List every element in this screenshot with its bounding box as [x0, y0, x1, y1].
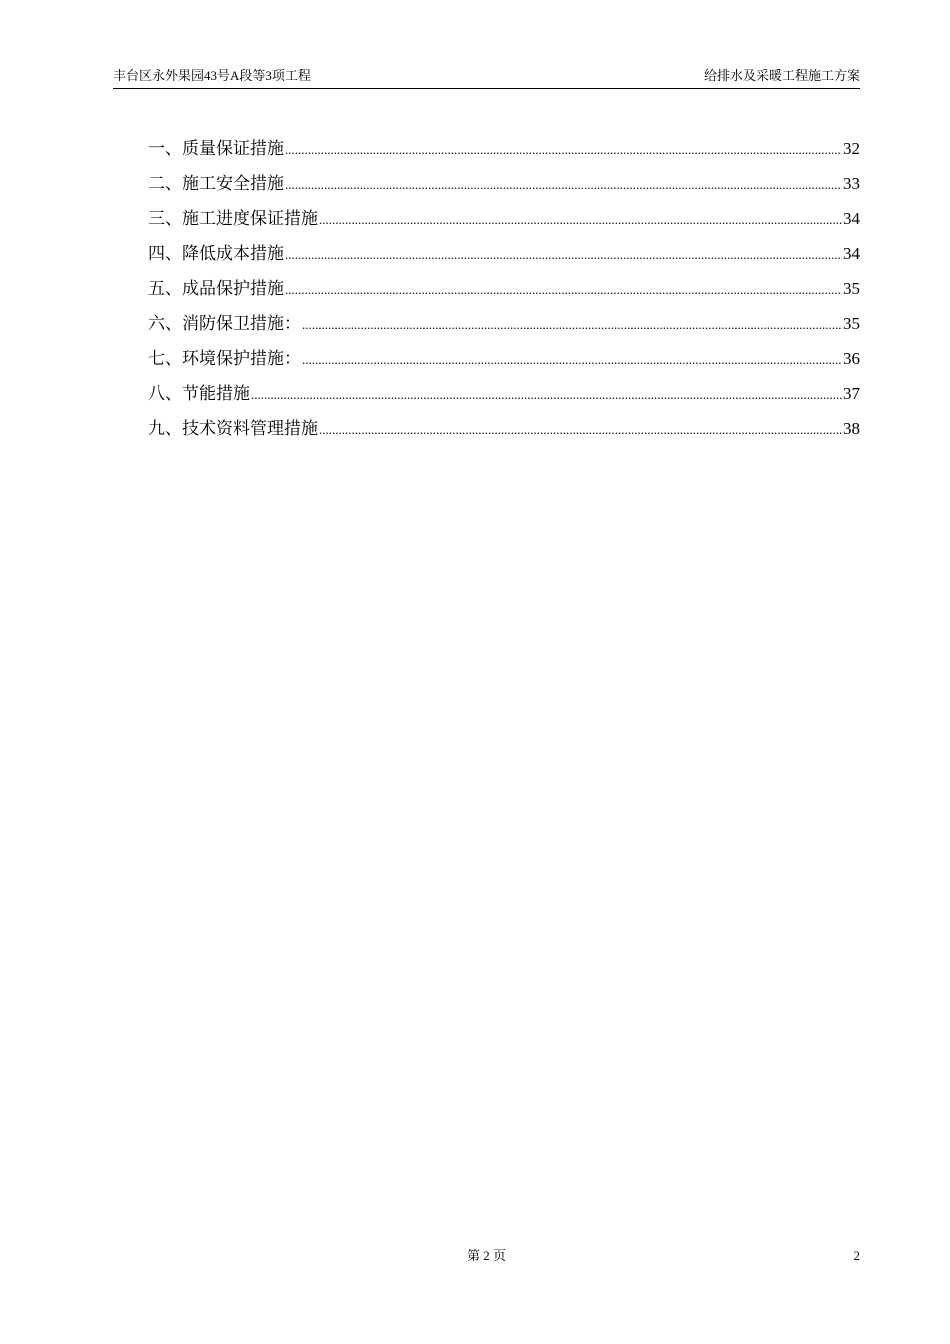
toc-dot-leader [302, 346, 842, 374]
toc-entry[interactable] [148, 310, 860, 345]
toc-entry-title: 四、降低成本措施 [148, 244, 284, 263]
toc-entry-page: 34 [843, 244, 860, 263]
toc-dot-leader [302, 311, 842, 339]
toc-entry[interactable] [148, 135, 860, 170]
toc-entry[interactable] [148, 205, 860, 240]
toc-dot-leader [319, 206, 842, 234]
header-project-title: 丰台区永外果园43号A段等3项工程 [113, 68, 311, 83]
footer-page-number: 2 [853, 1248, 860, 1263]
footer-page-label: 第 2 页 [466, 1248, 506, 1263]
toc-entry-title: 三、施工进度保证措施 [148, 209, 318, 228]
toc-entry-page: 33 [843, 174, 860, 193]
toc-entry-page: 36 [843, 349, 860, 368]
toc-dot-leader [285, 136, 842, 164]
toc-entry-title: 九、技术资料管理措施 [148, 419, 318, 438]
table-of-contents [148, 135, 860, 450]
toc-entry[interactable] [148, 345, 860, 380]
toc-entry-title: 一、质量保证措施 [148, 139, 284, 158]
toc-entry-page: 35 [843, 314, 860, 333]
toc-entry[interactable] [148, 275, 860, 310]
toc-entry[interactable] [148, 380, 860, 415]
toc-entry[interactable] [148, 240, 860, 275]
toc-entry-page: 35 [843, 279, 860, 298]
toc-entry-page: 37 [843, 384, 860, 403]
page-header [113, 66, 860, 89]
toc-entry-page: 32 [843, 139, 860, 158]
toc-entry-title: 二、施工安全措施 [148, 174, 284, 193]
toc-entry-title: 五、成品保护措施 [148, 279, 284, 298]
toc-entry-page: 34 [843, 209, 860, 228]
page-footer [113, 1246, 860, 1268]
toc-dot-leader [285, 241, 842, 269]
toc-entry[interactable] [148, 415, 860, 450]
toc-entry-title: 六、消防保卫措施： [148, 314, 301, 333]
toc-entry-title: 八、节能措施 [148, 384, 250, 403]
toc-entry[interactable] [148, 170, 860, 205]
toc-dot-leader [319, 416, 842, 444]
toc-entry-page: 38 [843, 419, 860, 438]
toc-dot-leader [285, 276, 842, 304]
toc-dot-leader [251, 381, 842, 409]
header-document-title: 给排水及采暖工程施工方案 [703, 68, 860, 83]
toc-entry-title: 七、环境保护措施： [148, 349, 301, 368]
toc-dot-leader [285, 171, 842, 199]
